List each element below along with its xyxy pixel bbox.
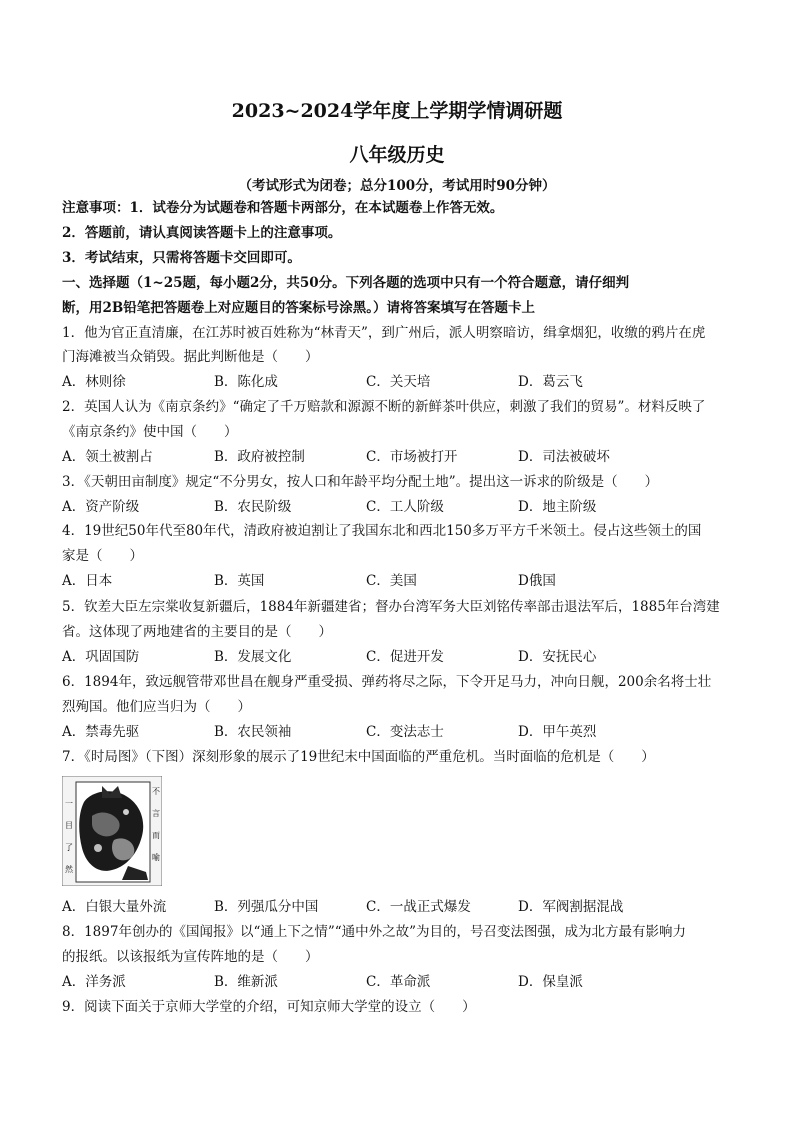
option-c: C．促进开发 (366, 649, 444, 665)
option-c: C．美国 (366, 573, 417, 589)
option-b: B．发展文化 (214, 649, 292, 665)
option-d: D．军阀割据混战 (518, 899, 624, 915)
question-8-options (62, 973, 742, 991)
question-6-line-1: 6．1894年，致远舰管带邓世昌在舰身严重受损、弹药将尽之际，下令开足马力，冲向日舰，200余名将士壮 (62, 674, 712, 690)
question-5-line-1: 5．钦差大臣左宗棠收复新疆后，1884年新疆建省；督办台湾军务大臣刘铭传率部击退法军后，1885年台湾建 (62, 599, 720, 615)
option-a: A．白银大量外流 (62, 899, 167, 915)
option-a: A．巩固国防 (62, 649, 140, 665)
question-2-line-1: 2．英国人认为《南京条约》“确定了千万赔款和源源不断的新鲜茶叶供应，刺激了我们的贸易”。材料反映了 (62, 399, 706, 415)
figure-right-char-2: 言 (152, 809, 160, 818)
note-line-2: 2．答题前，请认真阅读答题卡上的注意事项。 (62, 225, 342, 241)
figure-right-char-4: 喻 (152, 853, 160, 862)
option-b: B．农民领袖 (214, 724, 292, 740)
figure-left-char-1: 一 (65, 799, 73, 808)
option-c: C．革命派 (366, 974, 431, 990)
figure-left-char-4: 然 (65, 865, 73, 874)
option-c: C．工人阶级 (366, 499, 444, 515)
page-title: 2023~2024学年度上学期学情调研题 (231, 100, 563, 122)
option-b: B．政府被控制 (214, 449, 305, 465)
question-7-line-1: 7．《时局图》（下图）深刻形象的展示了19世纪末中国面临的严重危机。当时面临的危机是（ ） (62, 749, 655, 765)
figure-left-char-3: 了 (65, 843, 73, 852)
option-d: D．保皇派 (518, 974, 583, 990)
question-5-line-2: 省。这体现了两地建省的主要目的是（ ） (62, 624, 332, 640)
option-d: D．司法被破坏 (518, 449, 610, 465)
question-8-line-2: 的报纸。以该报纸为宣传阵地的是（ ） (62, 949, 319, 965)
option-a: A．日本 (62, 573, 113, 589)
question-3-options (62, 498, 742, 516)
option-c: C．市场被打开 (366, 449, 458, 465)
option-b: B．英国 (214, 573, 265, 589)
option-c: C．关天培 (366, 374, 431, 390)
option-b: B．列强瓜分中国 (214, 899, 319, 915)
option-a: A．洋务派 (62, 974, 126, 990)
subject-title: 八年级历史 (349, 144, 445, 166)
question-8-line-1: 8．1897年创办的《国闻报》以“通上下之情”“通中外之故”为目的，号召变法图强，成为北方最有影响力 (62, 924, 687, 940)
option-c: C．一战正式爆发 (366, 899, 471, 915)
question-5-options (62, 648, 742, 666)
question-4-options (62, 572, 742, 590)
question-2-line-2: 《南京条约》使中国（ ） (62, 424, 238, 440)
question-6-line-2: 烈殉国。他们应当归为（ ） (62, 699, 251, 715)
question-1-options (62, 373, 742, 391)
figure-left-char-2: 目 (65, 821, 73, 830)
option-d: D．地主阶级 (518, 499, 597, 515)
question-3-line-1: 3．《天朝田亩制度》规定“不分男女，按人口和年龄平均分配土地”。提出这一诉求的阶级是（ ） (62, 474, 659, 490)
option-a: A．资产阶级 (62, 499, 140, 515)
section-heading-line-2: 断，用2B铅笔把答题卷上对应题目的答案标号涂黑。）请将答案填写在答题卡上 (62, 300, 536, 316)
note-line-3: 3．考试结束，只需将答题卡交回即可。 (62, 250, 301, 266)
exam-info: （考试形式为闭卷；总分100分，考试用时90分钟） (238, 178, 556, 194)
option-a: A．禁毒先驱 (62, 724, 140, 740)
option-b: B．维新派 (214, 974, 278, 990)
figure-right-char-1: 不 (152, 787, 160, 796)
option-c: C．变法志士 (366, 724, 444, 740)
option-d: D．葛云飞 (518, 374, 583, 390)
question-1-line-2: 门海滩被当众销毁。据此判断他是（ ） (62, 349, 319, 365)
option-b: B．陈化成 (214, 374, 278, 390)
section-heading-line-1: 一、选择题（1~25题，每小题2分，共50分。下列各题的选项中只有一个符合题意，请仔细判 (62, 275, 630, 291)
option-d: D．安抚民心 (518, 649, 597, 665)
question-7-options (62, 898, 742, 916)
question-2-options (62, 448, 742, 466)
question-9-line-1: 9．阅读下面关于京师大学堂的介绍，可知京师大学堂的设立（ ） (62, 999, 476, 1015)
option-b: B．农民阶级 (214, 499, 292, 515)
question-6-options (62, 723, 742, 741)
option-a: A．领土被割占 (62, 449, 153, 465)
figure-right-char-3: 而 (152, 831, 160, 840)
option-a: A．林则徐 (62, 374, 126, 390)
shiju-tu-cartoon (62, 776, 162, 886)
question-4-line-1: 4．19世纪50年代至80年代，清政府被迫割让了我国东北和西北150多万平方千米领土。侵占这些领土的国 (62, 523, 702, 539)
option-d: D俄国 (518, 573, 556, 589)
question-4-line-2: 家是（ ） (62, 548, 143, 564)
question-1-line-1: 1．他为官正直清廉，在江苏时被百姓称为“林青天”，到广州后，派人明察暗访，缉拿烟犯，收缴的鸦片在虎 (62, 325, 706, 341)
option-d: D．甲午英烈 (518, 724, 597, 740)
note-line-1: 注意事项：1．试卷分为试题卷和答题卡两部分，在本试题卷上作答无效。 (62, 200, 504, 216)
